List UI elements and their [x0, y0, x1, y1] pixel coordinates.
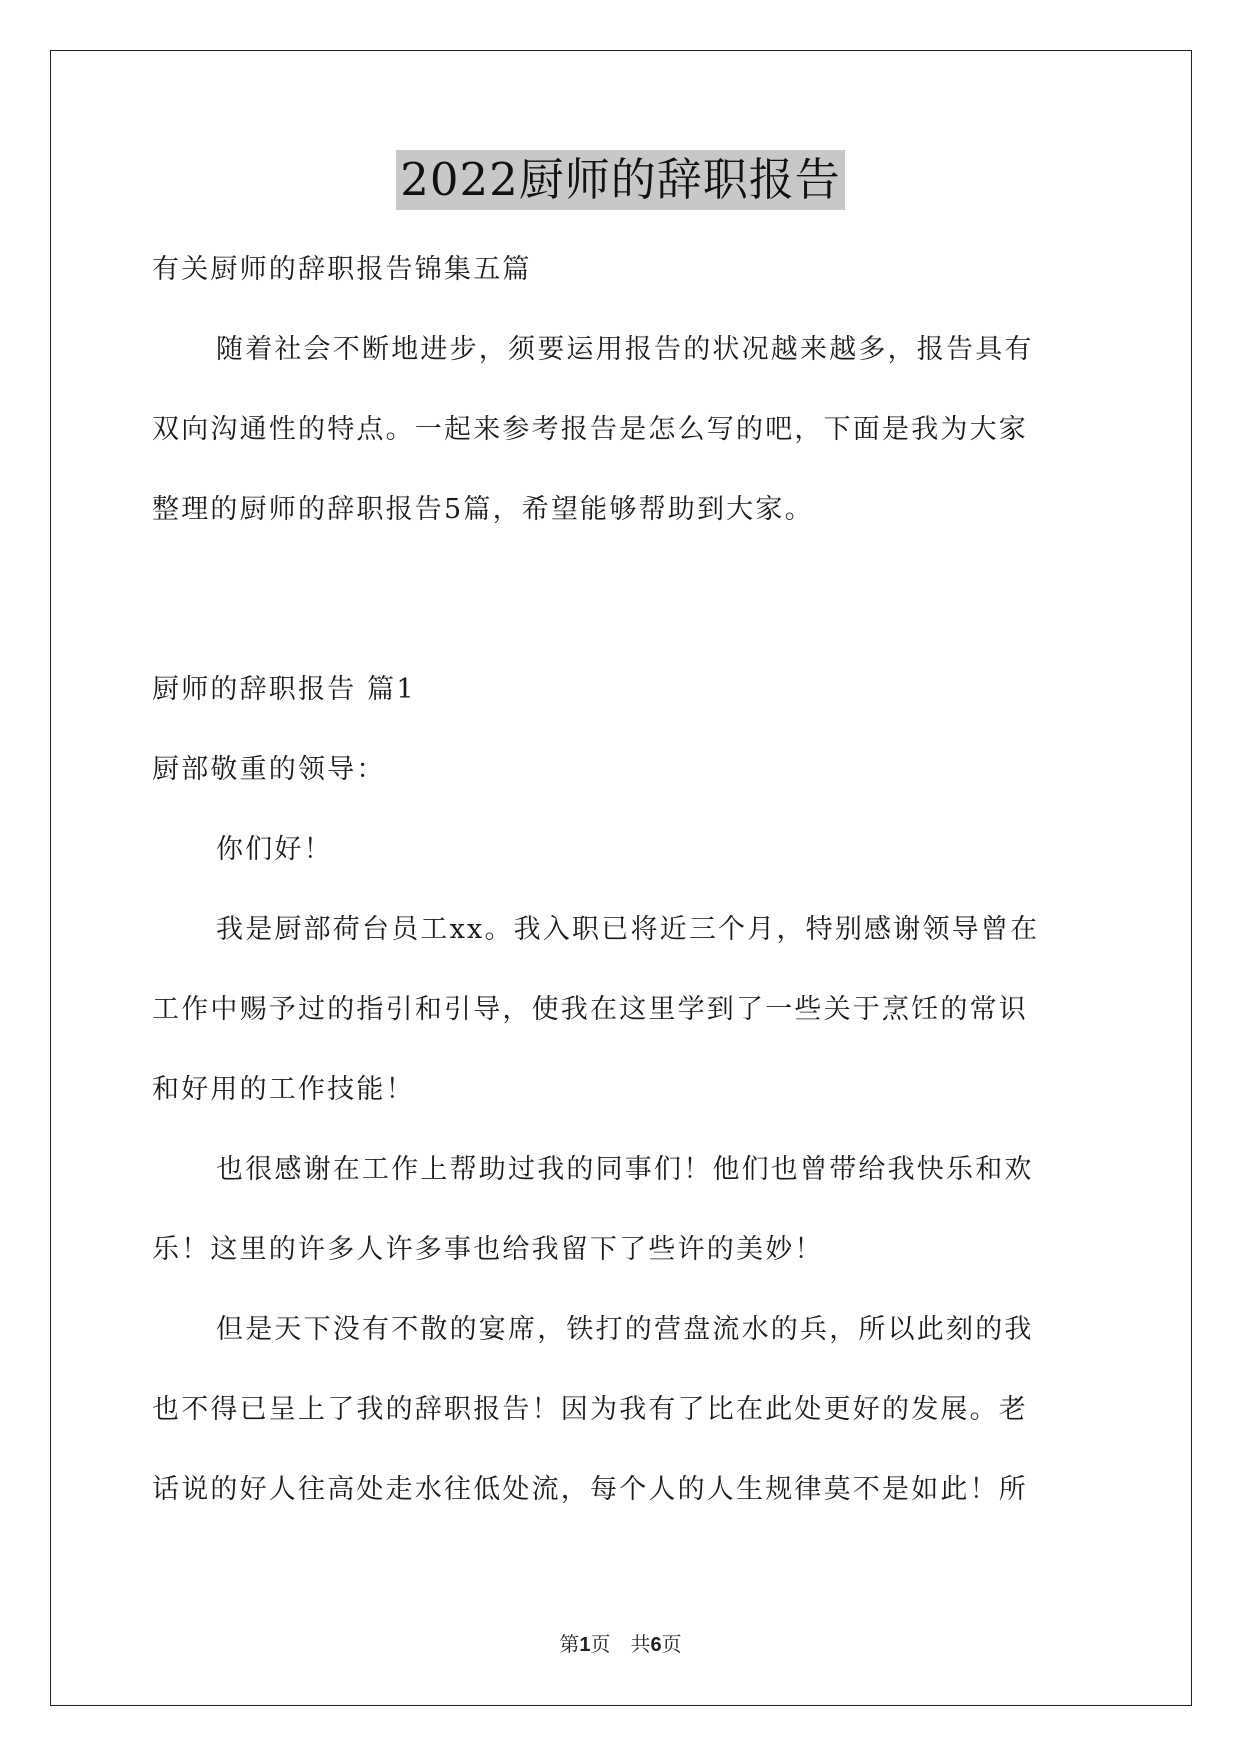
text-line: 工作中赐予过的指引和引导，使我在这里学到了一些关于烹饪的常识 — [152, 994, 1028, 1025]
text-line: 也不得已呈上了我的辞职报告！因为我有了比在此处更好的发展。老 — [152, 1394, 1028, 1425]
text-line: 你们好！ — [216, 834, 333, 865]
text-line: 话说的好人往高处走水往低处流，每个人的人生规律莫不是如此！所 — [152, 1474, 1028, 1505]
text-line: 有关厨师的辞职报告锦集五篇 — [152, 254, 532, 285]
text-line: 也很感谢在工作上帮助过我的同事们！他们也曾带给我快乐和欢 — [216, 1154, 1034, 1185]
title-wrap — [0, 150, 1241, 210]
page-border — [50, 50, 1192, 1706]
text-line: 和好用的工作技能！ — [152, 1074, 415, 1105]
document-title: 2022厨师的辞职报告 — [396, 150, 845, 210]
total-prefix: 共 — [630, 1632, 651, 1656]
current-page-number: 1 — [579, 1634, 591, 1656]
text-line: 双向沟通性的特点。一起来参考报告是怎么写的吧，下面是我为大家 — [152, 414, 1028, 445]
text-line: 我是厨部荷台员工xx。我入职已将近三个月，特别感谢领导曾在 — [216, 914, 1040, 945]
total-unit: 页 — [661, 1632, 682, 1656]
total-page-number: 6 — [650, 1634, 662, 1656]
page-prefix: 第 — [559, 1632, 580, 1656]
text-line: 厨师的辞职报告 篇1 — [152, 674, 416, 705]
text-line: 厨部敬重的领导： — [152, 754, 386, 785]
text-line: 整理的厨师的辞职报告5篇，希望能够帮助到大家。 — [152, 494, 814, 525]
page-unit: 页 — [590, 1632, 611, 1656]
text-line: 乐！这里的许多人许多事也给我留下了些许的美妙！ — [152, 1234, 824, 1265]
page-footer — [0, 1630, 1241, 1659]
text-line: 随着社会不断地进步，须要运用报告的状况越来越多，报告具有 — [216, 334, 1034, 365]
text-line: 但是天下没有不散的宴席，铁打的营盘流水的兵，所以此刻的我 — [216, 1314, 1034, 1345]
